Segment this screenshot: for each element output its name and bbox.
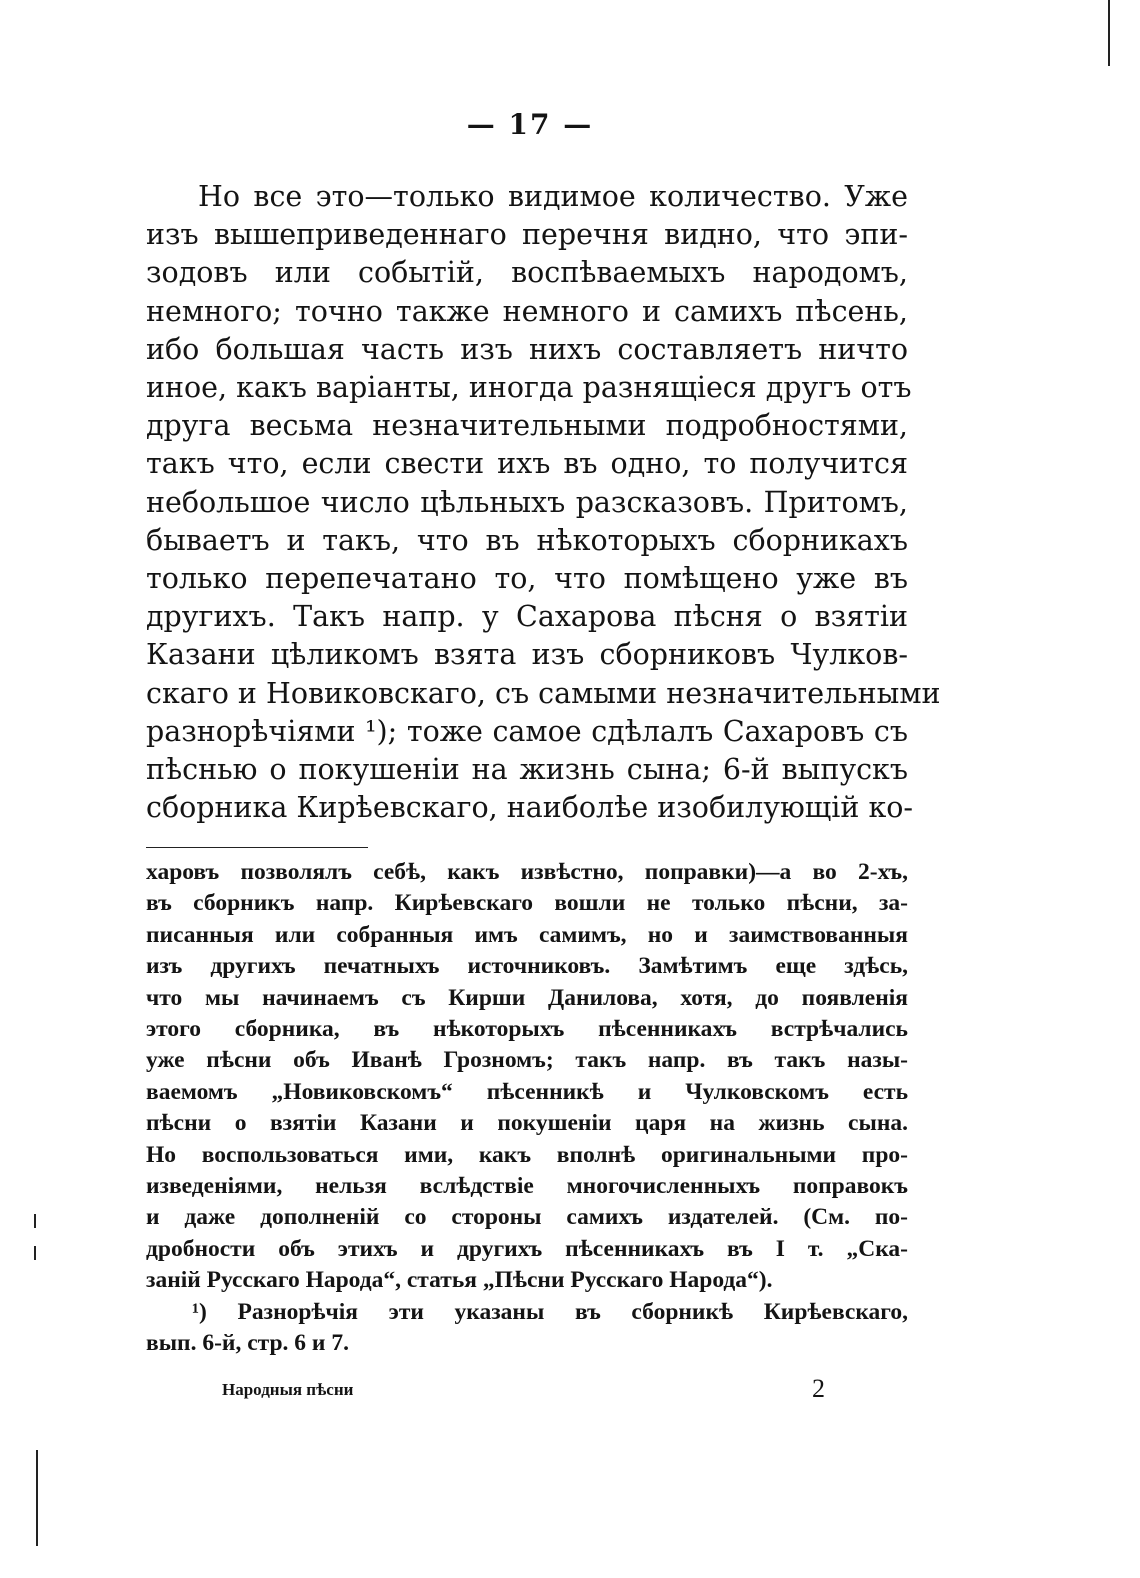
body-line: скаго и Новиковскаго, съ самыми незначительными [146,676,941,710]
footnote-separator-rule [146,847,368,848]
scan-edge-mark [34,1214,36,1228]
body-line: такъ что, если свести ихъ въ одно, то получится [146,447,908,481]
body-line: зодовъ или событій, воспѣваемыхъ народомъ, [146,256,908,290]
footnote-line: Но воспользоваться ими, какъ вполнѣ оригинальными про- [146,1141,908,1168]
body-line: сборника Кирѣевскаго, наиболѣе изобилующій ко- [146,791,914,825]
footer-signature: Народныя пѣсни [222,1380,354,1399]
body-line: Казани цѣликомъ взята изъ сборниковъ Чулков- [146,638,908,672]
body-line: ибо большая часть изъ нихъ составляетъ ничто [146,332,908,366]
body-line: пѣснью о покушеніи на жизнь сына; 6-й выпускъ [146,753,908,787]
footnote-line: харовъ позволялъ себѣ, какъ извѣстно, поправки)—а во 2-хъ, [146,859,908,885]
body-line: друга весьма незначительными подробностями, [146,409,908,443]
footnote-line: этого сборника, въ нѣкоторыхъ пѣсенникахъ встрѣчались [146,1016,908,1043]
footnote-line: заній Русскаго Народа“, статья „Пѣсни Русскаго Народа“). [146,1267,773,1294]
footnote-block [146,857,908,1360]
main-paragraph [146,178,941,827]
footnote-line: изъ другихъ печатныхъ источниковъ. Замѣтимъ еще здѣсь, [146,953,908,980]
page-number: — 17 — [466,108,594,141]
footnote-line: уже пѣсни объ Иванѣ Грозномъ; такъ напр. въ такъ назы- [146,1047,908,1074]
footnote-line: ваемомъ „Новиковскомъ“ пѣсенникѣ и Чулковскомъ есть [146,1078,908,1105]
body-line: другихъ. Такъ напр. у Сахарова пѣсня о взятіи [146,600,908,634]
scan-edge-mark [36,1450,38,1546]
footer-sheet-number: 2 [812,1374,825,1403]
footnote-line: изведеніями, нельзя вслѣдствіе многочисленныхъ поправокъ [146,1173,908,1200]
scan-edge-mark [1108,0,1110,66]
footnote-line: что мы начинаемъ съ Кирши Данилова, хотя, до появленія [146,984,908,1011]
footnote-line: писанныя или собранныя имъ самимъ, но и заимствованныя [146,921,908,948]
body-line: иное, какъ варіанты, иногда разнящіеся другъ отъ [146,371,912,405]
footnote-line: дробности объ этихъ и другихъ пѣсенникахъ въ I т. „Ска- [146,1235,908,1262]
body-line: разнорѣчіями ¹); тоже самое сдѣлалъ Сахаровъ съ [146,714,908,748]
body-line: небольшое число цѣльныхъ разсказовъ. Притомъ, [146,485,908,519]
footnote-line: и даже дополненій со стороны самихъ издателей. (См. по- [146,1204,908,1231]
body-line: только перепечатано то, что помѣщено уже въ [146,562,908,596]
body-line: изъ вышеприведеннаго перечня видно, что эпи- [146,218,908,252]
footnote-1-line: ¹) Разнорѣчія эти указаны въ сборникѣ Кирѣевскаго, [192,1298,908,1325]
body-line: Но все это—только видимое количество. Уже [198,180,908,213]
footnote-1-line: вып. 6-й, стр. 6 и 7. [146,1330,349,1357]
body-line: бываетъ и такъ, что въ нѣкоторыхъ сборникахъ [146,523,908,557]
body-line: немного; точно также немного и самихъ пѣсень, [146,294,908,328]
footnote-line: пѣсни о взятіи Казани и покушеніи царя на жизнь сына. [146,1110,908,1137]
scan-edge-mark [34,1246,36,1260]
footnote-line: въ сборникъ напр. Кирѣевскаго вошли не только пѣсни, за- [146,890,908,917]
